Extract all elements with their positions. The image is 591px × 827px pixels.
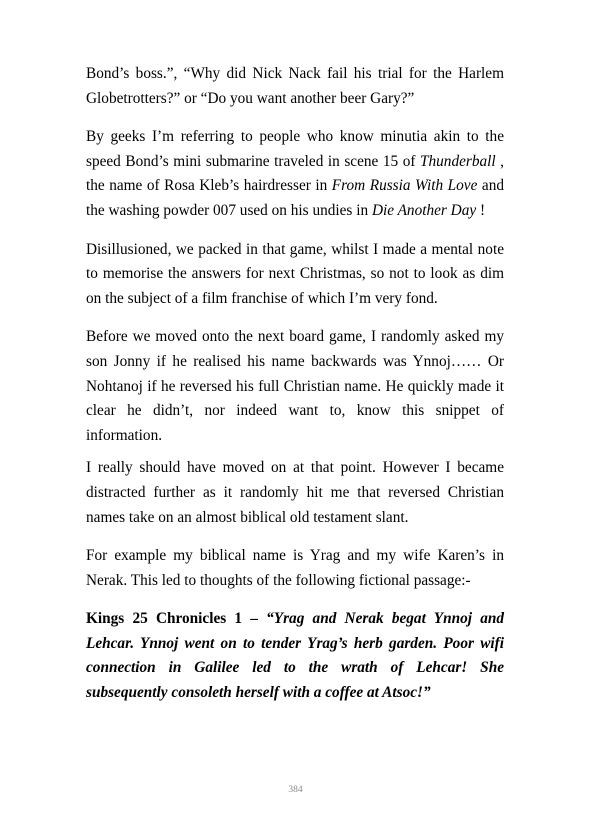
paragraph-2-text-g: ! bbox=[476, 201, 486, 219]
paragraph-1: Bond’s boss.”, “Why did Nick Nack fail his trial for the Harlem Globetrotters?” or “Do you want another beer Gary?” bbox=[86, 65, 504, 107]
passage-quote: “Yrag and Nerak begat Ynnoj and Lehcar. Ynnoj went on to tender Yrag’s herb garden. Poor wifi connection in Galilee led to the wrath of Lehcar! She subsequently consoleth herself with a coffee at Atsoc!” bbox=[86, 610, 505, 702]
page-body bbox=[86, 62, 504, 720]
paragraph-2 bbox=[86, 125, 504, 223]
paragraph-6: For example my biblical name is Yrag and my wife Karen’s in Nerak. This led to thoughts of the following fictional passage:- bbox=[86, 547, 504, 589]
paragraph-2-text-a: By geeks I’m referring to people who know minutia akin to the speed Bond’s mini submarine traveled in scene 15 of bbox=[86, 128, 504, 170]
paragraph-4: Before we moved onto the next board game, I randomly asked my son Jonny if he realised his name backwards was Ynnoj…… Or Nohtanoj if he reversed his full Christian name. He quickly made it clear he didn’t, nor indeed want to, know this snippet of information. bbox=[86, 328, 504, 444]
film-title-from-russia-with-love: From Russia With Love bbox=[331, 177, 478, 195]
film-title-thunderball: Thunderball bbox=[420, 152, 496, 170]
passage-reference: Kings 25 Chronicles 1 – bbox=[86, 610, 267, 628]
page-number: 384 bbox=[288, 785, 303, 795]
paragraph-2-text-e: and the washing powder 007 used on his undies in bbox=[86, 177, 504, 219]
paragraph-7-passage bbox=[86, 607, 504, 705]
film-title-die-another-day: Die Another Day bbox=[371, 201, 477, 219]
paragraph-5: I really should have moved on at that point. However I became distracted further as it randomly hit me that reversed Christian names take on an almost biblical old testament slant. bbox=[86, 459, 504, 526]
paragraph-3: Disillusioned, we packed in that game, whilst I made a mental note to memorise the answers for next Christmas, so not to look as dim on the subject of a film franchise of which I’m very fond. bbox=[86, 240, 504, 307]
paragraph-2-text-c: , the name of Rosa Kleb’s hairdresser in bbox=[86, 152, 505, 195]
